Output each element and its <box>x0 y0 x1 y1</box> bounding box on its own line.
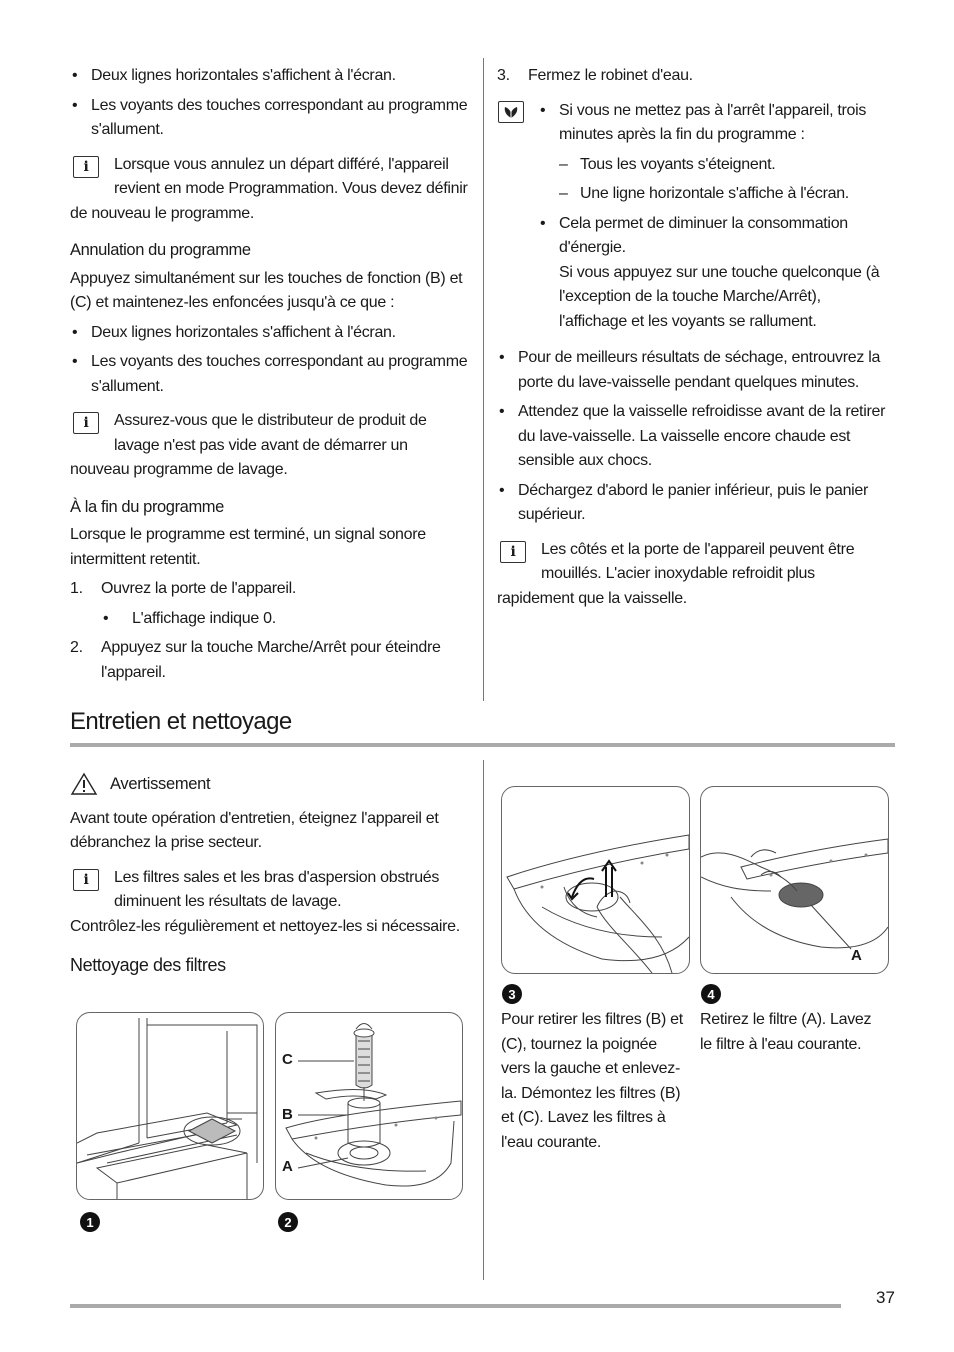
bullet-list <box>70 64 470 143</box>
list-item: • Pour de meilleurs résultats de séchage, entrouvrez la porte du lave-vaisselle pendant quelques minutes. <box>497 346 889 395</box>
info-note <box>497 538 889 612</box>
list-item: – Tous les voyants s'éteignent. <box>559 153 889 178</box>
step-text: Fermez le robinet d'eau. <box>528 67 693 84</box>
info-note-text: Les filtres sales et les bras d'aspersion obstrués diminuent les résultats de lavage. <box>114 868 440 910</box>
warning-icon <box>70 772 98 796</box>
dash-list <box>559 153 889 207</box>
eco-note <box>497 99 889 335</box>
bottom-left-column <box>70 772 470 982</box>
filter-parts-illustration <box>276 1013 462 1199</box>
list-item: • Déchargez d'abord le panier inférieur, puis le panier supérieur. <box>497 479 889 528</box>
key-label: C <box>75 294 87 311</box>
text: ) et maintenez-les enfoncées jusqu'à ce que : <box>86 294 395 311</box>
section-rule <box>70 743 895 747</box>
part-label-a: A <box>851 947 862 964</box>
part-ref: C <box>522 1109 535 1126</box>
remove-filter-a-illustration <box>701 787 888 973</box>
list-item: • Deux lignes horizontales s'affichent à l'écran. <box>70 64 470 89</box>
section-heading: Annulation du programme <box>70 241 251 259</box>
step-number: 2. <box>70 639 83 656</box>
text: ) et ( <box>501 1011 683 1053</box>
info-icon: i <box>73 869 99 891</box>
paragraph <box>70 267 470 316</box>
step-text: Ouvrez la porte de l'appareil. <box>101 580 297 597</box>
list-item: • Deux lignes horizontales s'affichent à l'écran. <box>70 321 470 346</box>
text: . <box>271 609 276 627</box>
text: L'affichage indique <box>132 609 264 627</box>
warning-label: Avertissement <box>110 775 211 793</box>
text: ) et ( <box>501 1084 681 1126</box>
figure-number: 2 <box>278 1212 298 1232</box>
text: ). Lavez les filtres à l'eau courante. <box>501 1109 666 1151</box>
text: Retirez le filtre ( <box>700 1011 807 1028</box>
bullet-list <box>538 99 889 335</box>
info-note-text: Les côtés et la porte de l'appareil peuvent être mouillés. L'acier inoxydable refroidit plus rapidement que la vaisselle. <box>497 540 855 607</box>
remove-filters-illustration <box>502 787 689 973</box>
section-heading: Nettoyage des filtres <box>70 955 226 975</box>
warning-header <box>70 772 470 797</box>
text: ), tournez la poignée vers la gauche et enlevez-la. Démontez les filtres ( <box>501 1035 680 1102</box>
info-icon: i <box>73 412 99 434</box>
figure-number: 1 <box>80 1212 100 1232</box>
step-item <box>70 636 470 685</box>
column-divider <box>483 58 484 701</box>
text: Pour retirer les filtres ( <box>501 1011 651 1028</box>
environment-icon <box>498 101 524 123</box>
list-item <box>101 607 470 632</box>
step-number: 1. <box>70 580 83 597</box>
figure-dishwasher-open <box>76 1012 264 1200</box>
figure-number: 3 <box>502 984 522 1004</box>
step-list <box>497 64 889 89</box>
text: Si vous appuyez sur une touche quelconque (à l'exception de la touche Marche/Arrêt), l'affichage et les voyants se rallument. <box>559 263 880 330</box>
info-note-text: Assurez-vous que le distributeur de produit de lavage n'est pas vide avant de démarrer un nouveau programme de lavage. <box>70 412 427 478</box>
part-ref: C <box>506 1035 518 1053</box>
paragraph: Lorsque le programme est terminé, un signal sonore intermittent retentit. <box>70 526 426 568</box>
figure-caption <box>501 1008 686 1155</box>
text: ) et ( <box>70 269 463 311</box>
step-item <box>70 577 470 631</box>
list-item: – Une ligne horizontale s'affiche à l'écran. <box>559 182 889 207</box>
display-value: 0 <box>263 609 272 627</box>
part-ref: B <box>664 1084 676 1102</box>
key-label: B <box>430 269 441 287</box>
part-ref: B <box>650 1011 661 1028</box>
section-heading: À la fin du programme <box>70 497 224 516</box>
info-note <box>70 866 470 915</box>
info-note <box>70 409 470 483</box>
bullet-list <box>70 321 470 400</box>
step-item <box>497 64 889 89</box>
figure-remove-filters <box>501 786 690 974</box>
warning-text: Avant toute opération d'entretien, éteignez l'appareil et débranchez la prise secteur. <box>70 809 439 851</box>
info-note-text: Lorsque vous annulez un départ différé, l'appareil revient en mode Programmation. Vous devez définir de nouveau le programme. <box>70 155 468 222</box>
part-ref: A <box>806 1011 817 1028</box>
dishwasher-illustration <box>77 1013 263 1199</box>
step-text: Appuyez sur la touche Marche/Arrêt pour éteindre l'appareil. <box>101 639 441 681</box>
info-icon: i <box>73 156 99 178</box>
text: Appuyez simultanément sur les touches de fonction ( <box>70 269 431 287</box>
sub-bullet-list <box>101 607 470 632</box>
list-item: • Les voyants des touches correspondant au programme s'allument. <box>70 350 470 399</box>
step-list <box>70 577 470 685</box>
part-label-c: C <box>282 1051 293 1068</box>
part-label-a: A <box>282 1158 293 1175</box>
figure-filter-parts <box>275 1012 463 1200</box>
info-icon: i <box>500 541 526 563</box>
text: Cela permet de diminuer la consommation d'énergie. <box>559 214 848 256</box>
top-left-column <box>70 64 470 690</box>
text: Si vous ne mettez pas à l'arrêt l'appareil, trois minutes après la fin du programme : <box>559 101 867 143</box>
column-divider <box>483 760 484 1280</box>
list-item: • Les voyants des touches correspondant au programme s'allument. <box>70 94 470 143</box>
list-item <box>538 212 889 335</box>
list-item: • Attendez que la vaisselle refroidisse avant de la retirer du lave-vaisselle. La vaisselle encore chaude est sensible aux chocs. <box>497 400 889 474</box>
top-right-column <box>497 64 889 618</box>
step-number: 3. <box>497 67 510 84</box>
list-item <box>538 99 889 207</box>
figure-caption <box>700 1008 886 1057</box>
paragraph: Contrôlez-les régulièrement et nettoyez-les si nécessaire. <box>70 917 460 935</box>
info-note <box>70 153 470 227</box>
text: ). Lavez le filtre à l'eau courante. <box>700 1011 872 1053</box>
figure-number: 4 <box>701 984 721 1004</box>
bullet-list <box>497 346 889 528</box>
footer-rule <box>70 1304 841 1308</box>
part-label-b: B <box>282 1106 293 1123</box>
section-title: Entretien et nettoyage <box>70 708 292 735</box>
page-number: 37 <box>876 1288 895 1307</box>
figure-remove-filter-a <box>700 786 889 974</box>
